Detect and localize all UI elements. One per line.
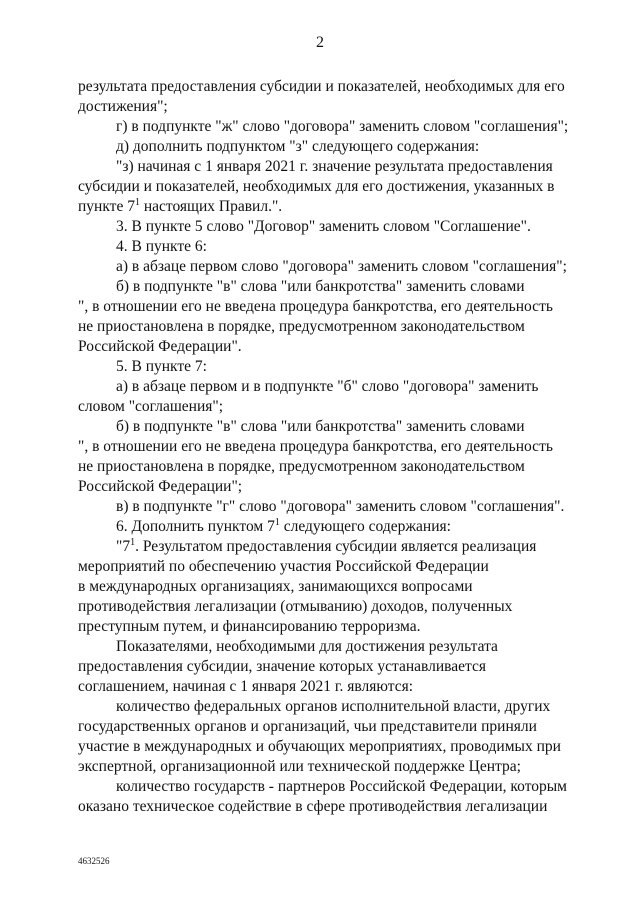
text-line: преступным путем, и финансированию терроризма. bbox=[78, 618, 421, 635]
document-code: 4632526 bbox=[78, 856, 110, 866]
text-line: предоставления субсидии, значение которых устанавливается bbox=[78, 658, 487, 675]
text-line: количество государств - партнеров Российской Федерации, которым bbox=[116, 778, 567, 795]
text-line: оказано техническое содействие в сфере противодействия легализации bbox=[78, 798, 548, 815]
text-line: не приостановлена в порядке, предусмотренном законодательством bbox=[78, 458, 525, 475]
text-line: количество федеральных органов исполнительной власти, других bbox=[116, 698, 551, 715]
text-line: Российской Федерации". bbox=[78, 338, 242, 355]
text-line: пункте $7^1$ настоящих Правил.". bbox=[78, 197, 283, 215]
text-line: д) дополнить подпунктом "з" следующего содержания: bbox=[116, 138, 480, 155]
text-line: 3. В пункте 5 слово "Договор" заменить словом "Соглашение". bbox=[116, 218, 531, 235]
text-line: б) в подпункте "в" слова "или банкротства" заменить словами bbox=[116, 278, 525, 295]
text-line: мероприятий по обеспечению участия Российской Федерации bbox=[78, 558, 489, 575]
text-line: 5. В пункте 7: bbox=[116, 358, 207, 375]
text-line: результата предоставления субсидии и показателей, необходимых для его bbox=[78, 78, 565, 95]
text-line: субсидии и показателей, необходимых для его достижения, указанных в bbox=[78, 178, 555, 195]
text-line: участие в международных и обучающих мероприятиях, проводимых при bbox=[78, 738, 561, 755]
page-number: 2 bbox=[316, 34, 324, 51]
text-line: б) в подпункте "в" слова "или банкротства" заменить словами bbox=[116, 418, 525, 435]
text-line: а) в абзаце первом слово "договора" заменить словом "соглашения"; bbox=[116, 258, 567, 275]
text-line: в международных организациях, занимающихся вопросами bbox=[78, 578, 473, 595]
text-line: государственных органов и организаций, чьи представители приняли bbox=[78, 718, 537, 735]
text-line: Российской Федерации"; bbox=[78, 478, 243, 495]
text-line: достижения"; bbox=[78, 98, 168, 115]
text-line: в) в подпункте "г" слово "договора" заменить словом "соглашения". bbox=[116, 498, 565, 515]
text-line: 4. В пункте 6: bbox=[116, 238, 207, 255]
text-line: г) в подпункте "ж" слово "договора" заменить словом "соглашения"; bbox=[116, 118, 569, 135]
text-line: Показателями, необходимыми для достижения результата bbox=[116, 638, 498, 655]
text-line: не приостановлена в порядке, предусмотренном законодательством bbox=[78, 318, 525, 335]
text-line: ", в отношении его не введена процедура банкротства, его деятельность bbox=[78, 438, 553, 455]
text-line: а) в абзаце первом и в подпункте "б" слово "договора" заменить bbox=[116, 378, 539, 395]
text-line: "з) начиная с 1 января 2021 г. значение результата предоставления bbox=[116, 158, 553, 175]
text-line: "$7^1$. Результатом предоставления субсидии является реализация bbox=[116, 537, 537, 555]
text-line: словом "соглашения"; bbox=[78, 398, 224, 415]
text-line: ", в отношении его не введена процедура банкротства, его деятельность bbox=[78, 298, 553, 315]
text-line: экспертной, организационной или технической поддержке Центра; bbox=[78, 758, 521, 775]
text-line: соглашением, начиная с 1 января 2021 г. являются: bbox=[78, 678, 414, 695]
text-line: противодействия легализации (отмыванию) доходов, полученных bbox=[78, 598, 513, 615]
text-line: 6. Дополнить пунктом $7^1$ следующего содержания: bbox=[116, 517, 451, 535]
